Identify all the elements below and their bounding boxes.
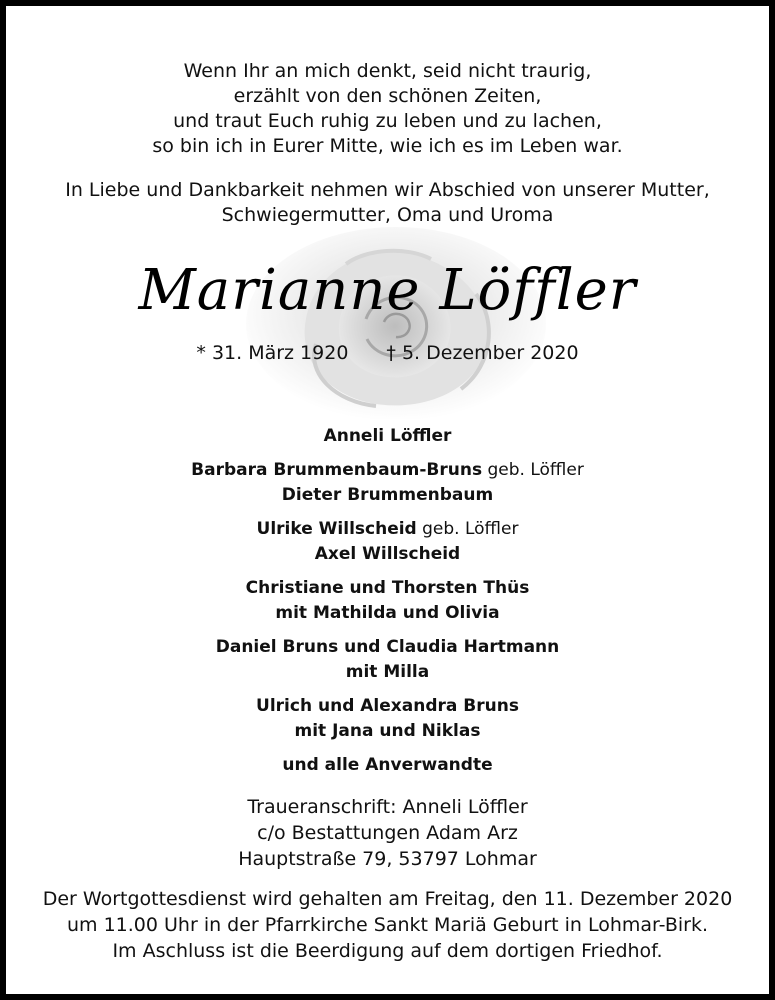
- family-group: [6, 517, 769, 567]
- family-name: mit Jana und Niklas: [294, 721, 481, 741]
- family-name: mit Mathilda und Olivia: [275, 603, 500, 623]
- poem-line: so bin ich in Eurer Mitte, wie ich es im Leben war.: [152, 135, 623, 157]
- intro-line: Schwiegermutter, Oma und Uroma: [221, 204, 554, 226]
- family-name: Anneli Löffler: [323, 426, 452, 446]
- address-line: Hauptstraße 79, 53797 Lohmar: [238, 848, 537, 870]
- intro-text: [6, 178, 769, 228]
- family-name: Dieter Brummenbaum: [281, 485, 494, 505]
- family-name: und alle Anverwandte: [282, 755, 493, 775]
- death-date: † 5. Dezember 2020: [386, 342, 579, 364]
- family-name: Christiane und Thorsten Thüs: [245, 578, 530, 598]
- family-group: [6, 753, 769, 778]
- family-name: Axel Willscheid: [314, 544, 461, 564]
- service-info: [6, 886, 769, 964]
- family-group: [6, 458, 769, 508]
- poem: [6, 59, 769, 159]
- deceased-name: Marianne Löffler: [138, 258, 637, 323]
- family-group: [6, 635, 769, 685]
- poem-line: Wenn Ihr an mich denkt, seid nicht traurig,: [183, 60, 592, 82]
- family-list: [6, 424, 769, 787]
- birth-date: * 31. März 1920: [196, 342, 349, 364]
- family-name: mit Milla: [345, 662, 430, 682]
- family-name: Barbara Brummenbaum-Bruns: [191, 460, 483, 480]
- intro-line: In Liebe und Dankbarkeit nehmen wir Abschied von unserer Mutter,: [65, 179, 710, 201]
- service-line: Der Wortgottesdienst wird gehalten am Freitag, den 11. Dezember 2020: [42, 888, 733, 910]
- family-name: Daniel Bruns und Claudia Hartmann: [215, 637, 560, 657]
- family-name: Ulrike Willscheid: [256, 519, 417, 539]
- mourning-address: [6, 794, 769, 872]
- address-line: c/o Bestattungen Adam Arz: [257, 822, 518, 844]
- poem-line: erzählt von den schönen Zeiten,: [233, 85, 542, 107]
- address-line: Traueranschrift: Anneli Löffler: [247, 796, 528, 818]
- family-group: [6, 424, 769, 449]
- family-name: Ulrich und Alexandra Bruns: [256, 696, 519, 716]
- family-group: [6, 694, 769, 744]
- maiden-name-note: geb. Löffler: [482, 460, 584, 480]
- poem-line: und traut Euch ruhig zu leben und zu lachen,: [173, 110, 602, 132]
- maiden-name-note: geb. Löffler: [416, 519, 519, 539]
- family-group: [6, 576, 769, 626]
- service-line: um 11.00 Uhr in der Pfarrkirche Sankt Mariä Geburt in Lohmar-Birk.: [67, 914, 708, 936]
- life-dates: [6, 341, 769, 366]
- service-line: Im Aschluss ist die Beerdigung auf dem dortigen Friedhof.: [112, 940, 663, 962]
